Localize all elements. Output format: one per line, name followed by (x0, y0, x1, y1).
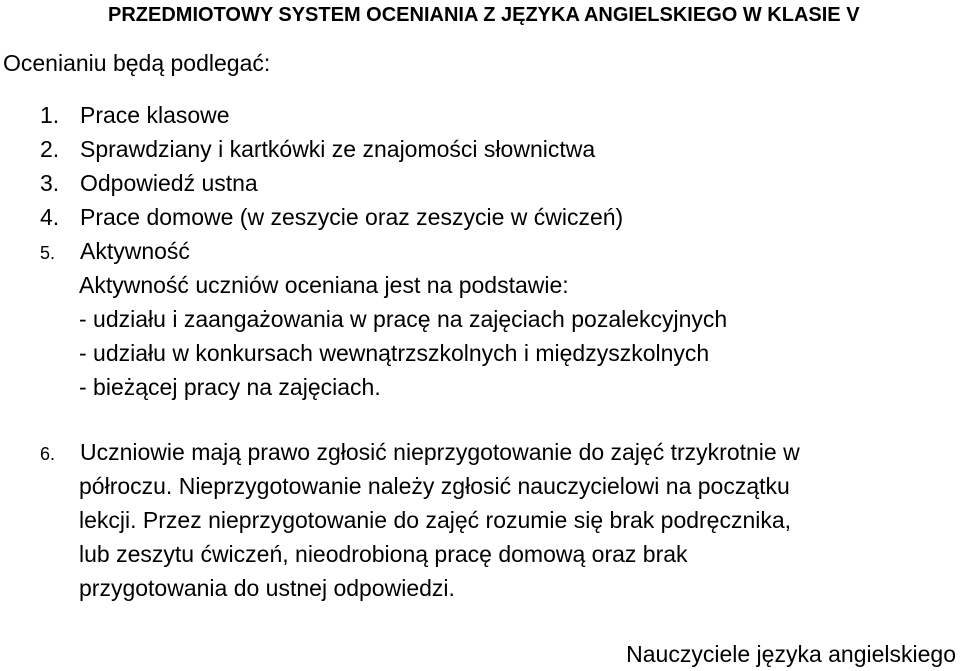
list-item-number: 6. (40, 444, 56, 464)
activity-point: - udziału w konkursach wewnątrzszkolnych i międzyszkolnych (79, 340, 710, 366)
list-item-text: Prace domowe (w zeszycie oraz zeszycie w ćwiczeń) (80, 204, 624, 230)
activity-point: - bieżącej pracy na zajęciach. (79, 374, 381, 400)
activity-point: - udziału i zaangażowania w pracę na zajęciach pozalekcyjnych (79, 306, 728, 332)
item6-line: Uczniowie mają prawo zgłosić nieprzygotowanie do zajęć trzykrotnie w (80, 439, 800, 465)
list-item-6 (40, 441, 800, 464)
list-item (40, 138, 595, 161)
item6-line: lekcji. Przez nieprzygotowanie do zajęć rozumie się brak podręcznika, (79, 507, 792, 533)
item6-line: półroczu. Nieprzygotowanie należy zgłosić nauczycielowi na początku (79, 473, 790, 499)
list-item (40, 172, 258, 195)
list-item-number: 4. (40, 204, 60, 230)
list-item-number: 1. (40, 102, 60, 128)
list-item-text: Aktywność (80, 238, 190, 264)
activity-heading: Aktywność uczniów oceniana jest na podstawie: (79, 272, 569, 298)
list-item (40, 206, 623, 229)
list-item (40, 104, 230, 127)
list-item-text: Prace klasowe (80, 102, 230, 128)
document-title: PRZEDMIOTOWY SYSTEM OCENIANIA Z JĘZYKA ANGIELSKIEGO W KLASIE V (108, 4, 860, 26)
list-item-number: 2. (40, 136, 60, 162)
list-item-number: 3. (40, 170, 60, 196)
intro-text: Ocenianiu będą podlegać: (3, 50, 271, 76)
list-item (40, 240, 190, 263)
item6-line: przygotowania do ustnej odpowiedzi. (79, 575, 455, 601)
list-item-text: Odpowiedź ustna (80, 170, 258, 196)
list-item-number: 5. (40, 243, 56, 263)
list-item-text: Sprawdziany i kartkówki ze znajomości słownictwa (80, 136, 596, 162)
signature: Nauczyciele języka angielskiego (626, 641, 956, 667)
item6-line: lub zeszytu ćwiczeń, nieodrobioną pracę domową oraz brak (79, 541, 688, 567)
